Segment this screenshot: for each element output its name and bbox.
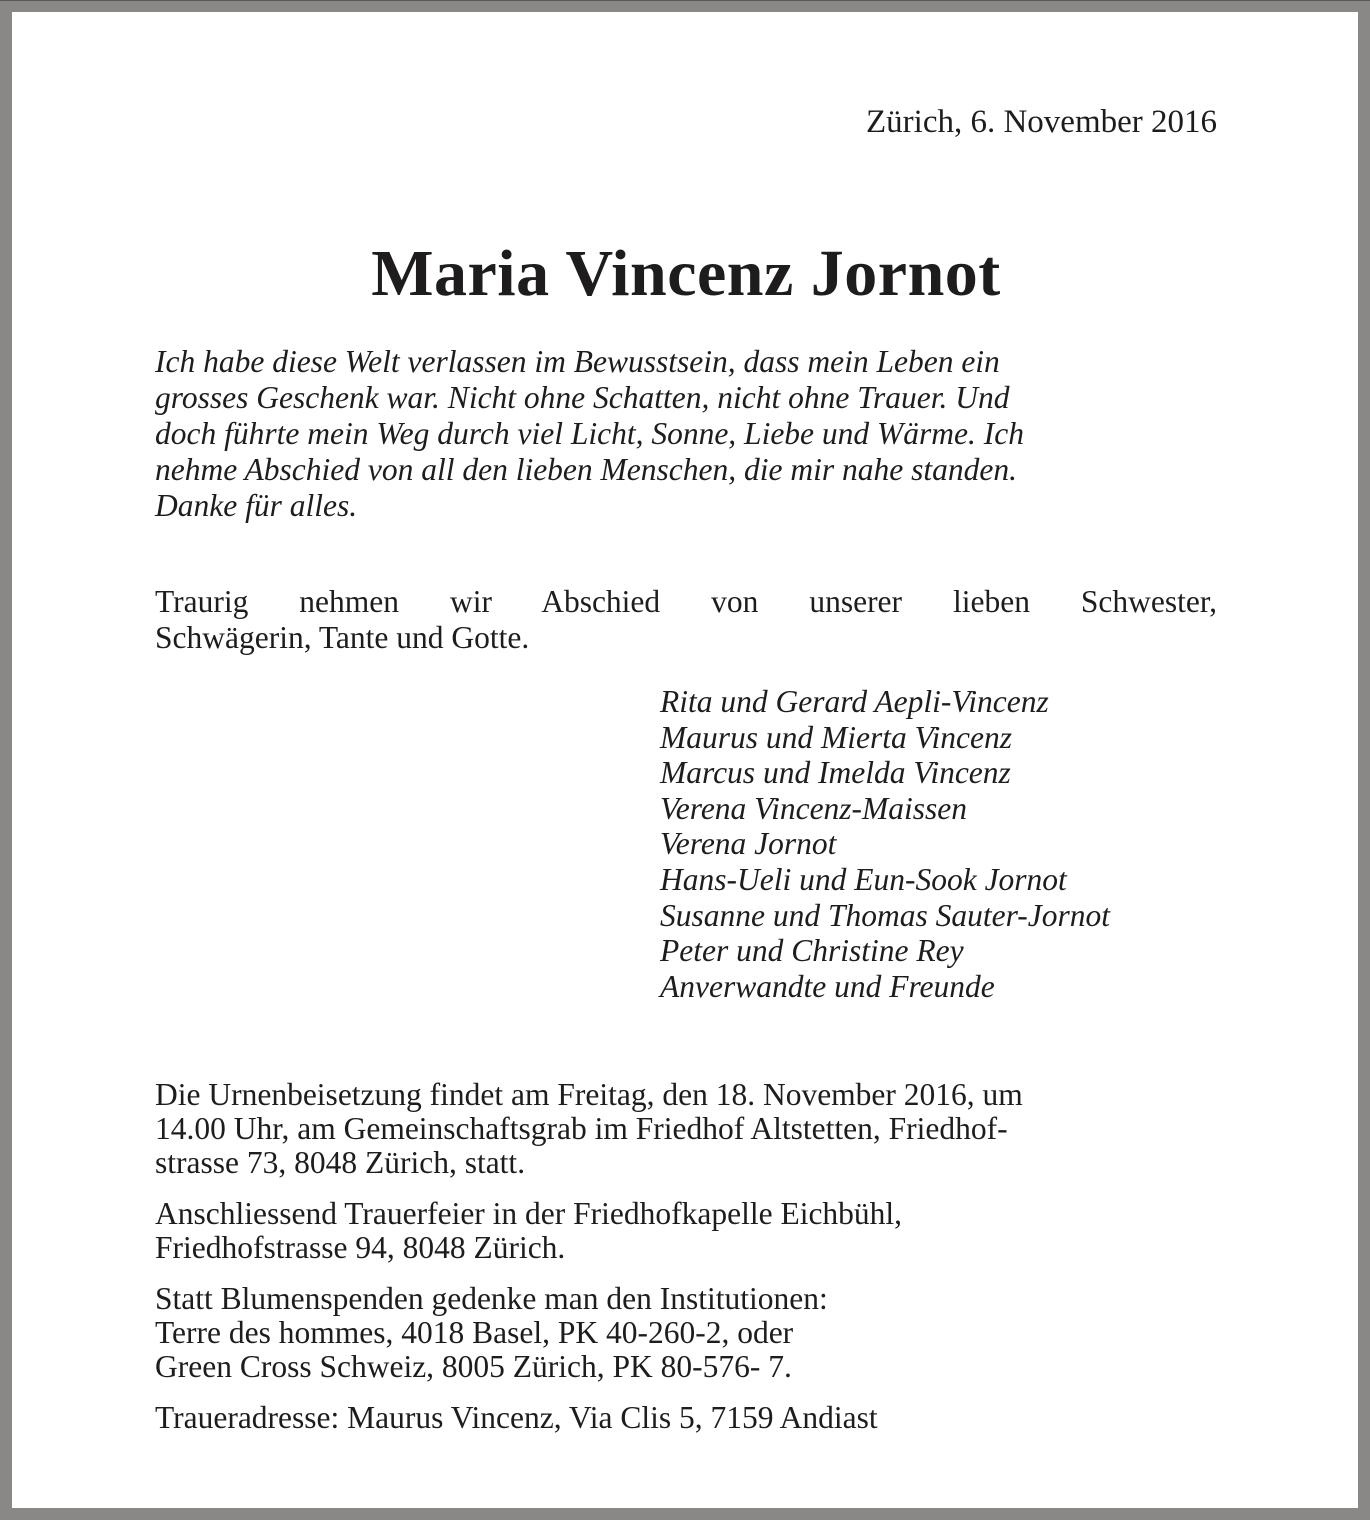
ceremony-line: Friedhofstrasse 94, 8048 Zürich. bbox=[155, 1230, 566, 1265]
donation-line: Terre des hommes, 4018 Basel, PK 40-260-2, oder bbox=[155, 1315, 794, 1350]
obituary-page bbox=[12, 12, 1358, 1508]
deceased-name: Maria Vincenz Jornot bbox=[371, 237, 1001, 310]
burial-line: 14.00 Uhr, am Gemeinschaftsgrab im Friedhof Altstetten, Friedhof- bbox=[155, 1111, 1008, 1146]
mourner-name: Hans-Ueli und Eun-Sook Jornot bbox=[660, 861, 1067, 897]
frame-top-edge bbox=[0, 0, 1370, 1]
burial-paragraph bbox=[155, 1078, 1225, 1180]
quote-line: nehme Abschied von all den lieben Menschen, die mir nahe standen. bbox=[155, 452, 1017, 487]
quote-line: doch führte mein Weg durch viel Licht, Sonne, Liebe und Wärme. Ich bbox=[155, 416, 1024, 451]
mourner-name: Rita und Gerard Aepli-Vincenz bbox=[660, 684, 1049, 719]
ceremony-paragraph bbox=[155, 1197, 1225, 1265]
mourner-name: Peter und Christine Rey bbox=[660, 933, 964, 969]
donation-line: Statt Blumenspenden gedenke man den Institutionen: bbox=[155, 1281, 828, 1316]
quote-line: Danke für alles. bbox=[155, 488, 358, 523]
date-line: Zürich, 6. November 2016 bbox=[866, 104, 1217, 140]
service-details bbox=[155, 1078, 1225, 1452]
burial-line: strasse 73, 8048 Zürich, statt. bbox=[155, 1145, 526, 1180]
mourning-address-paragraph bbox=[155, 1401, 1225, 1435]
mourner-name: Verena Vincenz-Maissen bbox=[660, 790, 968, 826]
farewell-quote bbox=[155, 344, 1217, 524]
mourners-list bbox=[660, 684, 1110, 1004]
mourner-name: Verena Jornot bbox=[660, 826, 837, 862]
donation-paragraph bbox=[155, 1282, 1225, 1384]
burial-line: Die Urnenbeisetzung findet am Freitag, den 18. November 2016, um bbox=[155, 1077, 1023, 1112]
mourner-name: Maurus und Mierta Vincenz bbox=[660, 719, 1012, 755]
announcement-line: Traurig nehmen wir Abschied von unserer lieben Schwester, bbox=[155, 584, 1217, 619]
donation-line: Green Cross Schweiz, 8005 Zürich, PK 80-576- 7. bbox=[155, 1349, 792, 1384]
quote-line: grosses Geschenk war. Nicht ohne Schatten, nicht ohne Trauer. Und bbox=[155, 380, 1010, 415]
announcement bbox=[155, 584, 1217, 656]
mourner-name: Susanne und Thomas Sauter-Jornot bbox=[660, 897, 1110, 933]
quote-line: Ich habe diese Welt verlassen im Bewusstsein, dass mein Leben ein bbox=[155, 344, 1000, 379]
announcement-line: Schwägerin, Tante und Gotte. bbox=[155, 620, 530, 655]
mourner-name: Marcus und Imelda Vincenz bbox=[660, 755, 1011, 791]
ceremony-line: Anschliessend Trauerfeier in der Friedhofkapelle Eichbühl, bbox=[155, 1196, 903, 1231]
mourner-name: Anverwandte und Freunde bbox=[660, 968, 995, 1004]
mourning-address: Traueradresse: Maurus Vincenz, Via Clis 5, 7159 Andiast bbox=[155, 1400, 878, 1435]
